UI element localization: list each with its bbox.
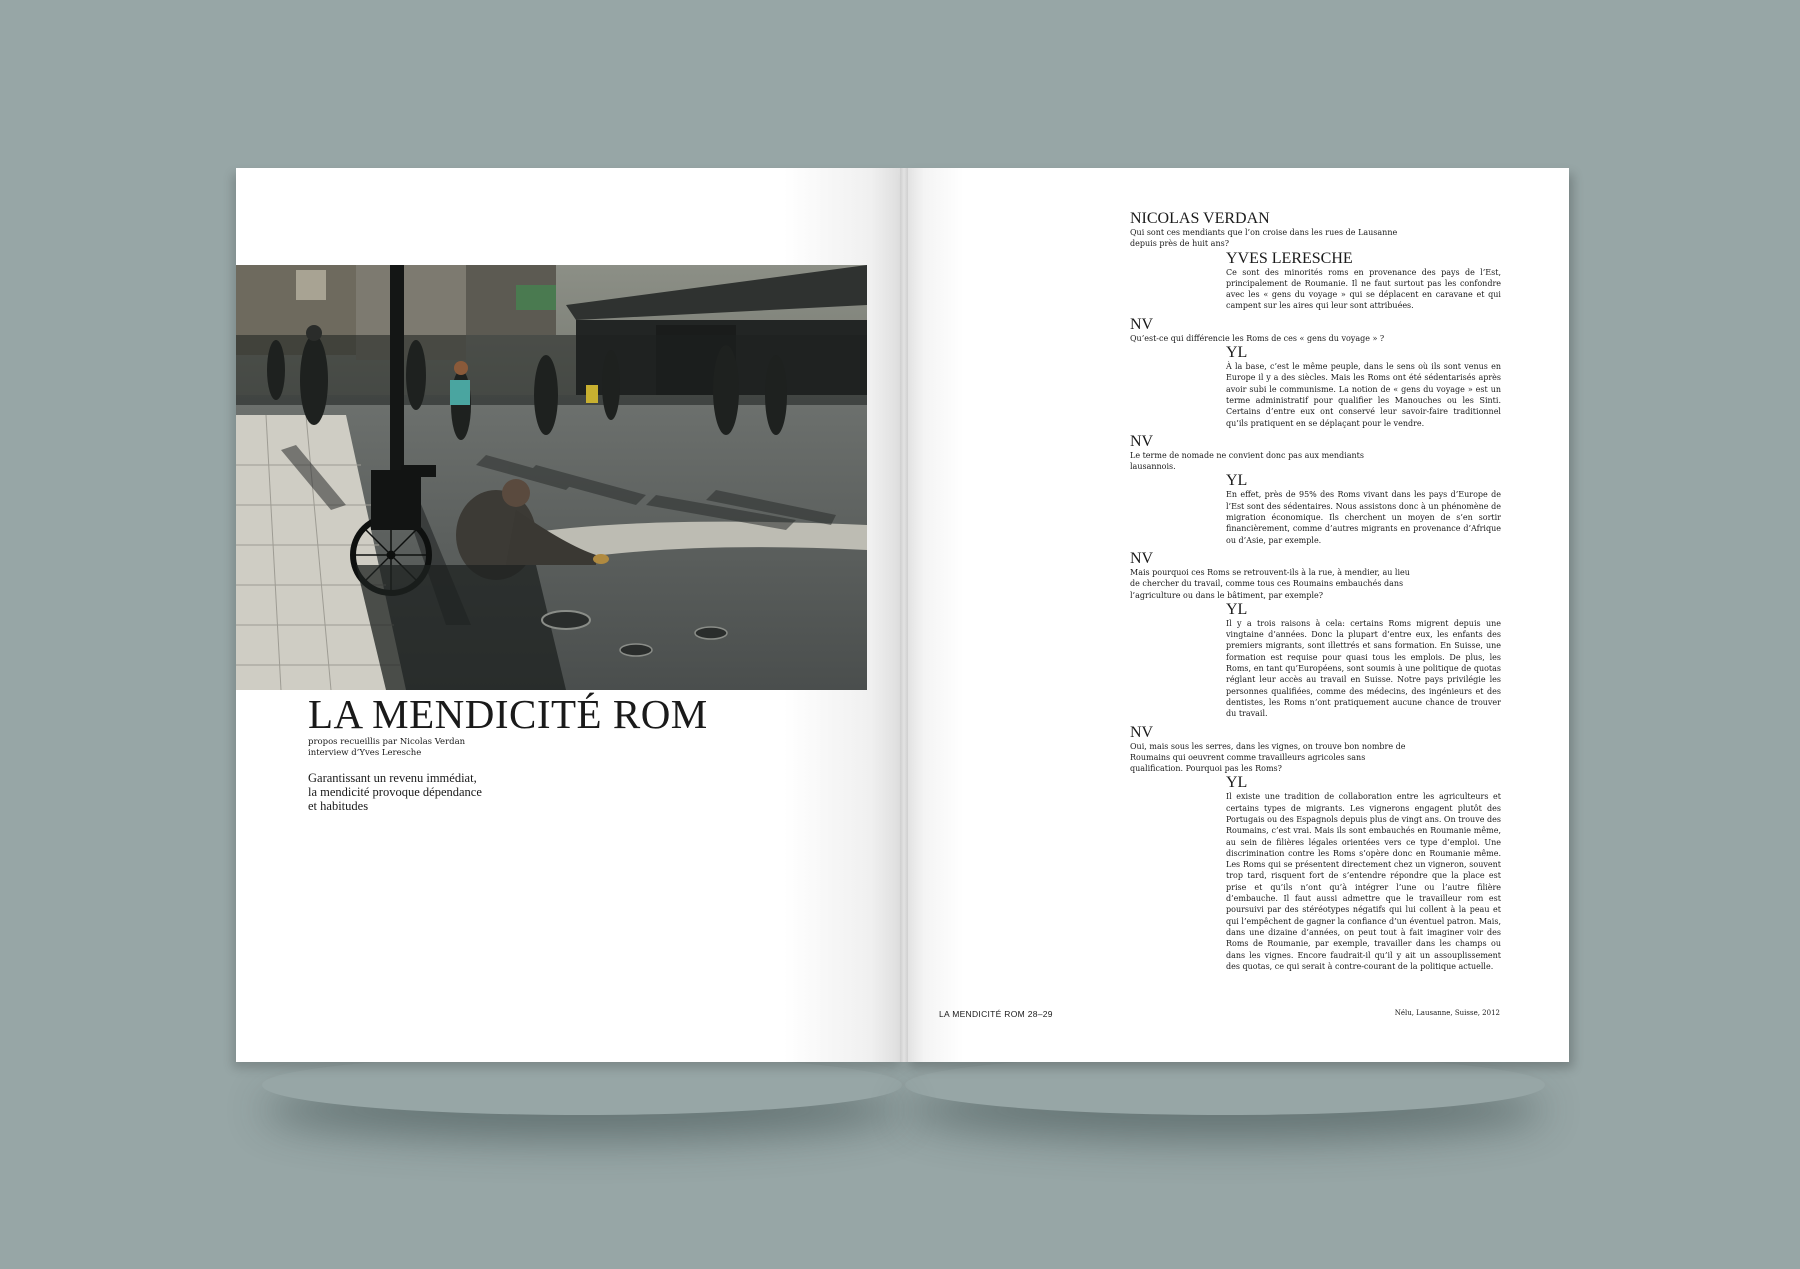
question-speaker: NV bbox=[1130, 432, 1154, 450]
answer-speaker: YVES LERESCHE bbox=[1226, 249, 1353, 267]
lead-line: et habitudes bbox=[308, 799, 369, 813]
lead-paragraph bbox=[308, 771, 568, 813]
answer-text: Il y a trois raisons à cela: certains Roms migrent depuis une vingtaine d’années. Donc la plupart d’entre eux, les enfants des premiers migrants, sont illettrés et sans formation. En Suisse, une formation est requise pour quasi tous les emplois. De plus, les Roms, en tant qu’Européens, sont soumis à une politique de quotas réglant leur accès au travail en Suisse. Notre pays privilégie les personnes qualifiées, comme des médecins, des ingénieurs et des dentistes, les Roms n’ont pratiquement aucune chance de trouver du travail. bbox=[1226, 618, 1501, 719]
question-text: Qu’est-ce qui différencie les Roms de ces « gens du voyage » ? bbox=[1130, 333, 1385, 343]
question-text: Le terme de nomade ne convient donc pas aux mendiants lausannois. bbox=[1130, 450, 1364, 472]
exchange bbox=[1130, 316, 1502, 429]
street-photo bbox=[236, 265, 867, 690]
answer-speaker: YL bbox=[1226, 472, 1248, 490]
spread-shadow-right bbox=[905, 1055, 1545, 1115]
question-speaker: NV bbox=[1130, 549, 1154, 567]
answer-block bbox=[1226, 344, 1501, 429]
answer-speaker: YL bbox=[1226, 774, 1248, 792]
question-speaker: NV bbox=[1130, 315, 1154, 333]
spine-gutter bbox=[900, 168, 908, 1062]
spread-shadow-left bbox=[262, 1055, 902, 1115]
answer-block bbox=[1226, 774, 1501, 972]
answer-text: Ce sont des minorités roms en provenance des pays de l’Est, principalement de Roumanie. Il ne faut surtout pas les confondre avec les « gens du voyage » qui se déplacent en caravane et qui campent sur les aires qui leur sont attribuées. bbox=[1226, 267, 1501, 311]
exchange bbox=[1130, 433, 1502, 546]
credit-line: propos recueillis par Nicolas Verdan bbox=[308, 737, 466, 747]
answer-text: Il existe une tradition de collaboration entre les agriculteurs et certains types de migrants. Les vignerons engagent plutôt des Portugais ou des Espagnols depuis plus de vingt ans. On trouve des Roumains, c’est vrai. Mais ils sont embauchés en Roumanie même, au sein de filières légales orientées vers ce type d’emploi. Une discrimination contre les Roms s’opère donc en Roumanie même. Les Roms qui se présentent directement chez un vigneron, souvent trop tard, risquent fort de s’entendre répondre que la place est prise et qu’ils n’ont qu’à intégrer l’une ou l’autre filière d’embauche. Il faut aussi admettre que le travailleur rom est poursuivi par des stéréotypes négatifs qui lui collent à la peau et qui l’empêchent de gagner la confiance d’un éventuel patron. Mais, dans une dizaine d’années, on peut tout à fait imaginer voir des Roms de Roumanie, par exemple, travailler dans les champs ou dans les vignes. Encore faudrait-il qu’il y ait un assouplissement des quotas, ce qui serait à contre-courant de la politique actuelle. bbox=[1226, 792, 1501, 971]
answer-speaker: YL bbox=[1226, 600, 1248, 618]
credit-line: interview d’Yves Leresche bbox=[308, 748, 422, 758]
credits bbox=[308, 737, 608, 759]
question-speaker: NV bbox=[1130, 723, 1154, 741]
exchange bbox=[1130, 724, 1502, 973]
article-title: LA MENDICITÉ ROM bbox=[308, 691, 708, 737]
interview bbox=[1130, 210, 1502, 976]
photo-caption: Nélu, Lausanne, Suisse, 2012 bbox=[1394, 1009, 1500, 1017]
answer-text: En effet, près de 95% des Roms vivant dans les pays d’Europe de l’Est sont des sédentaires. Nous assistons donc à un phénomène de migration économique. Ils cherchent un moyen de s’en sortir financièrement, comme d’autres migrants en provenance d’Afrique ou d’Asie, par exemple. bbox=[1226, 490, 1501, 545]
question-text: Mais pourquoi ces Roms se retrouvent-ils à la rue, à mendier, au lieu de chercher du travail, comme tous ces Roumains embauchés dans l’agriculture ou dans le bâtiment, par exemple? bbox=[1130, 567, 1410, 600]
question-text: Oui, mais sous les serres, dans les vignes, on trouve bon nombre de Roumains qui oeuvrent comme travailleurs agricoles sans qualification. Pourquoi pas les Roms? bbox=[1130, 741, 1406, 774]
exchange bbox=[1130, 210, 1502, 312]
answer-block bbox=[1226, 601, 1501, 720]
answer-text: À la base, c’est le même peuple, dans le sens où ils sont venus en Europe il y a des siècles. Mais les Roms ont été sédentarisés après avoir subi le communisme. La notion de « gens du voyage » est un terme administratif pour qualifier les Manouches ou les Sinti. Certains d’entre eux ont conservé leur savoir-faire traditionnel qu’ils pratiquent en se déplaçant pour le vendre. bbox=[1226, 362, 1501, 428]
exchange bbox=[1130, 550, 1502, 720]
lead-line: Garantissant un revenu immédiat, bbox=[308, 771, 477, 785]
page-footer-title: LA MENDICITÉ ROM 28–29 bbox=[939, 1009, 1053, 1019]
answer-block bbox=[1226, 250, 1501, 312]
lead-line: la mendicité provoque dépendance bbox=[308, 785, 482, 799]
question-text: Qui sont ces mendiants que l’on croise dans les rues de Lausanne depuis près de huit ans? bbox=[1130, 228, 1398, 249]
answer-block bbox=[1226, 472, 1501, 545]
answer-speaker: YL bbox=[1226, 344, 1248, 362]
question-speaker: NICOLAS VERDAN bbox=[1130, 210, 1270, 227]
